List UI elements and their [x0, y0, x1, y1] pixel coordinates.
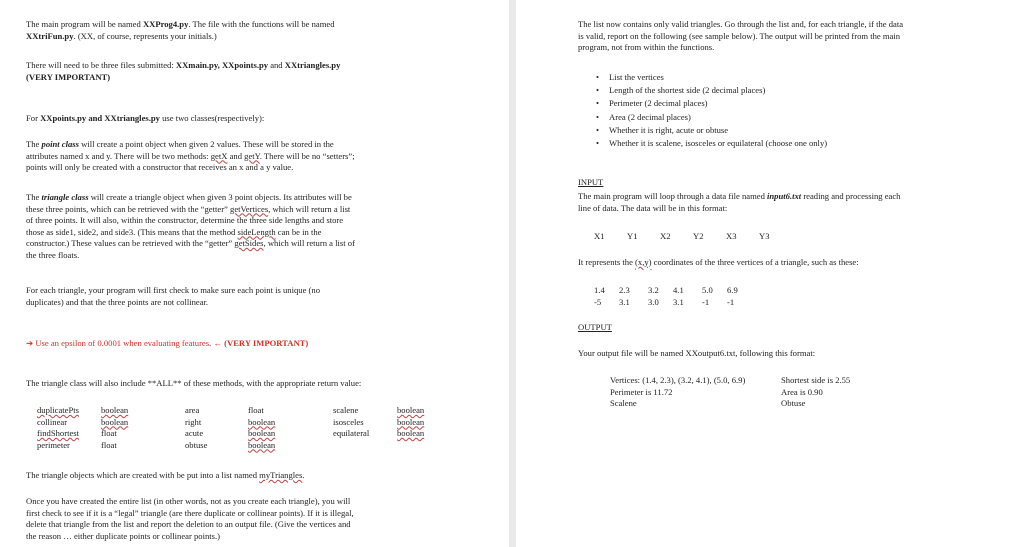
files-paragraph — [26, 60, 456, 83]
text: . (XX, of course, represents your initials.) — [73, 30, 217, 41]
method-name: acute — [185, 428, 204, 438]
method-name: obtuse — [185, 439, 208, 450]
method-name: perimeter — [37, 439, 70, 450]
method-return-type: boolean — [248, 428, 276, 438]
text: duplicates) and that the three points are not collinear. — [26, 296, 209, 307]
sample-output-left — [610, 375, 780, 410]
text: , which will return a list of — [263, 238, 355, 248]
text: will create a triangle object when given 3 point objects. Its attributes will be — [88, 192, 352, 202]
text: and — [268, 60, 285, 70]
main-filename: XXProg4.py — [142, 19, 189, 29]
text: use two classes(respectively): — [159, 113, 265, 123]
bullet-item: • Whether it is scalene, isosceles or equilateral (choose one only) — [596, 138, 827, 151]
text: coordinates of the three vertices of a triangle, such as these: — [651, 257, 859, 267]
method-sidelength: sideLength — [237, 226, 276, 237]
methods-table — [37, 405, 447, 451]
point-class-paragraph — [26, 139, 456, 174]
text: first check to see if it is a “legal” triangle (are there duplicate or collinear points). If it is illegal, — [26, 507, 354, 518]
text: line of data. The data will be in this format: — [578, 202, 728, 213]
text: . — [302, 470, 305, 480]
report-bullet-list — [596, 72, 827, 151]
method-return-type: float — [248, 405, 264, 415]
method-getvertices: getVertices — [230, 203, 269, 214]
method-gety: getY — [244, 150, 260, 161]
method-return-type: float — [101, 428, 117, 438]
epsilon-text: ➔ Use an epsilon of 0.0001 when evaluating features. — [26, 338, 212, 348]
method-return-type: float — [101, 439, 117, 450]
text: will create a point object when given 2 values. These will be stored in the — [79, 139, 334, 149]
sample-value: 3.1 — [619, 296, 630, 307]
method-name: scalene — [333, 405, 359, 415]
text: these three points, which can be retrieved with the “getter” — [26, 203, 231, 214]
method-name: findShortest — [37, 428, 80, 438]
output-area: Area is 0.90 — [781, 386, 823, 397]
coord-header: X2 — [660, 231, 671, 241]
methods-intro — [26, 378, 456, 390]
text: delete that triangle from the list and report the deletion to an output file. (Give the vertices and — [26, 519, 351, 529]
sample-value: 3.1 — [673, 296, 684, 307]
epsilon-note — [26, 338, 456, 350]
bullet-item: • List the vertices — [596, 72, 827, 85]
text: . The file with the functions will be named — [188, 19, 335, 29]
text: For — [26, 113, 41, 123]
method-name: isosceles — [333, 416, 364, 427]
text: Once you have created the entire list (in other words, not as you create each triangle), you will — [26, 496, 351, 506]
text: The main program will loop through a data file named — [578, 191, 768, 201]
report-paragraph — [578, 19, 998, 54]
text: reading and processing each — [801, 191, 901, 201]
output-paragraph — [578, 348, 998, 360]
sample-value: 4.1 — [673, 285, 684, 295]
output-heading — [578, 322, 998, 334]
method-name: area — [185, 405, 200, 415]
text: There will need to be three files submitted: — [26, 60, 176, 70]
text: Your output file will be named XXoutput6.txt, following this format: — [578, 348, 816, 358]
text: The triangle objects which are created with be put into a list named — [26, 470, 260, 480]
filename: XXtriangles.py — [284, 60, 341, 70]
method-name — [333, 440, 397, 452]
method-getx: getX — [210, 150, 228, 161]
method-name: equilateral — [333, 428, 370, 438]
text: can be in the — [275, 226, 322, 237]
right-page — [516, 0, 1024, 547]
text: The triangle class will also include **ALL** of these methods, with the appropriate return value: — [26, 378, 362, 388]
text: For each triangle, your program will first check to make sure each point is unique (no — [26, 285, 321, 295]
output-vertices: Vertices: (1.4, 2.3), (3.2, 4.1), (5.0, 6.9) — [610, 375, 746, 385]
text: the three floats. — [26, 249, 80, 260]
method-return-type: boolean — [248, 439, 276, 450]
sample-value: 1.4 — [594, 285, 605, 295]
text: and — [227, 150, 245, 161]
coord-header: Y2 — [693, 231, 704, 241]
sample-value: 6.9 — [727, 285, 738, 295]
sample-output-right — [781, 375, 891, 410]
output-shortest-side: Shortest side is 2.55 — [781, 375, 851, 385]
coords-paragraph — [578, 257, 998, 269]
text: constructor.) These values can be retrieved with the “getter” — [26, 238, 235, 248]
coord-header: Y1 — [627, 231, 638, 241]
text: The — [26, 192, 42, 202]
sample-value: 2.3 — [619, 285, 630, 295]
text: The list now contains only valid triangles. Go through the list and, for each triangle, if the data — [578, 19, 904, 29]
text: The main program will be named — [26, 19, 143, 29]
text: points will only be created with a constructor that receives an x and a y value. — [26, 162, 294, 172]
intro-paragraph — [26, 19, 456, 42]
triangle-class-term: triangle class — [41, 192, 89, 202]
bullet-item: • Area (2 decimal places) — [596, 112, 827, 125]
filenames: XXmain.py, XXpoints.py — [175, 60, 269, 70]
text: The — [26, 139, 42, 149]
point-class-term: point class — [41, 139, 79, 149]
output-heading-text: OUTPUT — [578, 322, 612, 332]
output-side-type: Scalene — [610, 398, 637, 408]
validity-paragraph — [26, 285, 456, 308]
functions-filename: XXtriFun.py — [26, 30, 74, 41]
text: It represents the — [578, 257, 636, 267]
triangle-class-paragraph — [26, 192, 456, 261]
left-page — [0, 0, 509, 547]
method-name: duplicatePts — [37, 405, 80, 415]
input-filename: input6.txt — [767, 191, 802, 201]
xy-term: (x,y) — [635, 257, 652, 267]
text: is valid, report on the following (see sample below). The output will be printed from the main — [578, 30, 901, 41]
sample-value: 5.0 — [702, 285, 713, 295]
method-getsides: getSides — [234, 238, 264, 248]
method-return-type: boolean — [397, 428, 425, 438]
bullet-item: • Whether it is right, acute or obtuse — [596, 125, 827, 138]
output-angle-type: Obtuse — [781, 398, 806, 408]
coord-header: X3 — [726, 231, 737, 241]
list-name: myTriangles — [259, 470, 303, 480]
method-return-type: boolean — [397, 416, 425, 427]
output-perimeter: Perimeter is 11.72 — [610, 386, 673, 397]
method-return-type: boolean — [101, 405, 129, 415]
important-note: (VERY IMPORTANT) — [26, 71, 111, 82]
method-return-type — [397, 440, 447, 452]
input-heading — [578, 177, 998, 189]
text: attributes named x and y. There will be two methods: — [26, 150, 211, 161]
filenames: XXpoints.py and XXtriangles.py — [40, 113, 160, 123]
sample-value: 3.2 — [648, 285, 659, 295]
method-return-type: boolean — [248, 416, 276, 427]
bullet-item: • Length of the shortest side (2 decimal places) — [596, 85, 827, 98]
text: program, not from within the functions. — [578, 42, 715, 52]
legality-paragraph — [26, 496, 456, 542]
method-return-type: boolean — [101, 416, 129, 427]
text: of three points. It will also, within the constructor, determine the three side lengths and store — [26, 215, 344, 225]
format-header-row — [594, 231, 792, 243]
sample-data-rows — [594, 285, 752, 308]
text: those as side1, side2, and side3. (This means that the method — [26, 226, 238, 237]
input-heading-text: INPUT — [578, 177, 604, 187]
sample-value: 3.0 — [648, 296, 659, 307]
method-return-type: boolean — [397, 405, 425, 415]
coord-header: Y3 — [759, 231, 770, 241]
text: the reason … either duplicate points or collinear points.) — [26, 530, 221, 541]
sample-value: -1 — [727, 296, 735, 307]
text: . There will be no “setters”; — [259, 150, 355, 161]
coord-header: X1 — [594, 231, 605, 241]
text: , which will return a list — [268, 203, 351, 214]
important-note: ← (VERY IMPORTANT) — [211, 338, 309, 348]
method-name: right — [185, 416, 202, 427]
mytriangles-paragraph — [26, 470, 456, 482]
bullet-item: • Perimeter (2 decimal places) — [596, 98, 827, 111]
sample-value: -5 — [594, 296, 602, 307]
input-paragraph — [578, 191, 998, 214]
sample-value: -1 — [702, 296, 710, 307]
method-name: collinear — [37, 416, 68, 427]
classes-paragraph — [26, 113, 456, 125]
